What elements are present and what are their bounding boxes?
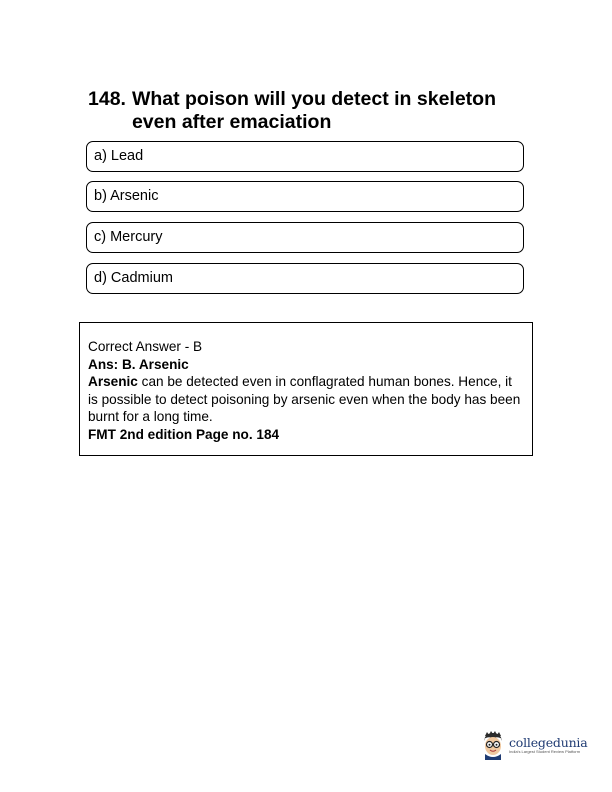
logo-name: collegedunia bbox=[509, 734, 588, 750]
correct-answer-line: Correct Answer - B bbox=[88, 339, 203, 354]
answer-box bbox=[79, 322, 533, 456]
explanation-paragraph bbox=[88, 373, 524, 426]
question-text: What poison will you detect in skeleton even after emaciation bbox=[131, 88, 496, 133]
option-b[interactable]: b) Arsenic bbox=[86, 181, 524, 212]
option-d[interactable]: d) Cadmium bbox=[86, 263, 524, 294]
question-number: 148. bbox=[88, 88, 126, 110]
reference-line: FMT 2nd edition Page no. 184 bbox=[88, 426, 280, 442]
mascot-face-icon bbox=[480, 730, 506, 760]
collegedunia-logo bbox=[480, 729, 588, 761]
question-heading bbox=[88, 88, 538, 134]
explanation-text: can be detected even in conflagrated human bones. Hence, it is possible to detect poisoning by arsenic even when the body has been burnt for a long time. bbox=[88, 374, 521, 424]
logo-tagline: India's Largest Student Review Platform bbox=[509, 748, 581, 754]
explanation-term: Arsenic bbox=[88, 374, 138, 389]
answer-line: Ans: B. Arsenic bbox=[88, 356, 189, 372]
option-a[interactable]: a) Lead bbox=[86, 141, 524, 172]
option-c[interactable]: c) Mercury bbox=[86, 222, 524, 253]
